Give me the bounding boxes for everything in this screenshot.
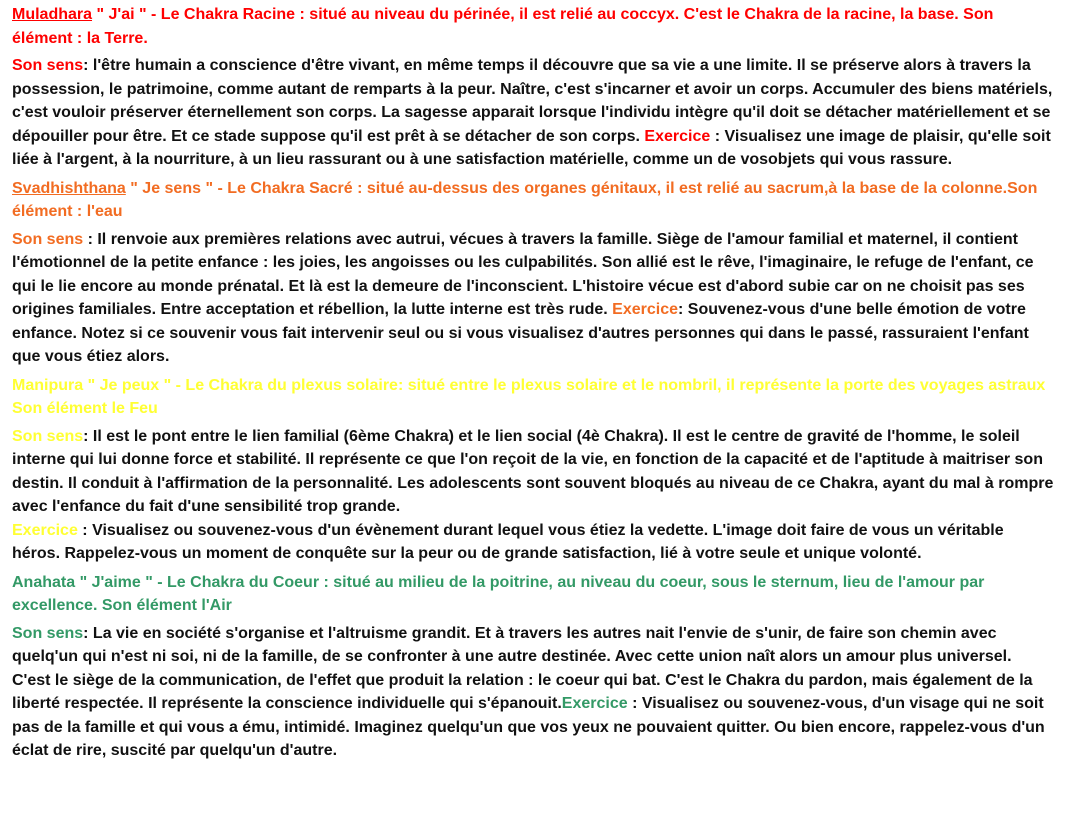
svadhishthana-heading-text: " Je sens " - Le Chakra Sacré : situé au-dessus des organes génitaux, il est relié au sacrum,à la base de la colonne.Son élément : l'eau [12,179,1038,220]
muladhara-heading-text: " J'ai " - Le Chakra Racine : situé au niveau du périnée, il est relié au coccyx. C'est le Chakra de la racine, la base. Son élément : la Terre. [12,6,994,47]
muladhara-exercice-text: : Visualisez une image de plaisir, qu'elle soit liée à l'argent, à la nourriture, à un lieu rassurant ou à une satisfaction matérielle, comme un de vosobjets qui vous rassure. [12,127,1051,168]
svadhishthana-paragraph [12,228,1054,369]
anahata-sens-label: Son sens [12,624,84,642]
muladhara-exercice-label: Exercice [644,127,711,145]
svadhishthana-sens-text: : Il renvoie aux premières relations avec autrui, vécues à travers la famille. Siège de l'amour familial et maternel, il contient l'émotionnel de la petite enfance : les joies, les angoisses ou les culpabilités. Son allié est le rêve, l'imaginaire, le refuge de l'enfant, ce qui le lie encore au monde prénatal. Et là est la demeure de l'inconscient. L'histoire vécue est d'abord subie car on ne choisit pas ses origines familiales. Entre acceptation et rébellion, la lutte interne est très rude. [12,230,1034,318]
muladhara-paragraph [12,54,1054,172]
manipura-exercice-label: Exercice [12,521,78,539]
svadhishthana-heading [12,177,1054,224]
svadhishthana-sens-label: Son sens [12,230,84,248]
muladhara-heading [12,3,1054,50]
anahata-paragraph [12,622,1054,763]
manipura-sens-label: Son sens [12,427,84,445]
anahata-sens-text: : La vie en société s'organise et l'altruisme grandit. Et à travers les autres nait l'envie de s'unir, de faire son chemin avec quelq'un qui n'est ni soi, ni de la famille, de se confronter à une autre destinée. Avec cette union naît alors un amour plus universel. C'est le siège de la communication, de l'effet que produit la relation : le coeur qui bat. C'est le Chakra du pardon, mais également de la liberté respectée. Il représente la conscience individuelle qui s'épanouit. [12,624,1033,712]
svadhishthana-name: Svadhishthana [12,179,126,197]
manipura-exercice-text: : Visualisez ou souvenez-vous d'un évènement durant lequel vous étiez la vedette. L'image doit faire de vous un véritable héros. Rappelez-vous un moment de conquête sur la peur ou de grande satisfaction, lié à votre seule et unique volonté. [12,521,1004,562]
muladhara-sens-text: : l'être humain a conscience d'être vivant, en même temps il découvre que sa vie a une limite. Il se préserve alors à travers la possession, le patrimoine, comme autant de remparts à la peur. Naître, c'est s'incarner et avoir un corps. Accumuler des biens matériels, c'est vouloir préserver éternellement son corps. La sagesse apparait lorsque l'individu intègre qu'il doit se détacher matériellement et se dépouiller pour être. Et ce stade suppose qu'il est prêt à se détacher de son corps. [12,57,1053,145]
svadhishthana-exercice-text: : Souvenez-vous d'une belle émotion de votre enfance. Notez si ce souvenir vous fait intervenir seul ou si vous visualisez d'autres personnes qui dans le passé, rassuraient l'enfant que vous étiez alors. [12,301,1029,365]
anahata-exercice-text: : Visualisez ou souvenez-vous, d'un visage qui ne soit pas de la famille et qui vous a ému, intimidé. Imaginez quelqu'un que vos yeux ne pouvaient quitter. Ou bien encore, rappelez-vous d'un éclat de rire, suscité par quelqu'un d'autre. [12,695,1045,759]
manipura-paragraph [12,425,1054,566]
svadhishthana-exercice-label: Exercice [612,301,679,318]
manipura-heading: Manipura " Je peux " - Le Chakra du plexus solaire: situé entre le plexus solaire et le nombril, il représente la porte des voyages astraux Son élément le Feu [12,376,1046,417]
anahata-heading: Anahata " J'aime " - Le Chakra du Coeur : situé au milieu de la poitrine, au niveau du coeur, sous le sternum, lieu de l'amour par excellence. Son élément l'Air [12,573,985,614]
muladhara-name: Muladhara [12,6,93,23]
muladhara-sens-label: Son sens [12,57,84,74]
anahata-exercice-label: Exercice [561,695,628,712]
manipura-sens-text: : Il est le pont entre le lien familial (6ème Chakra) et le lien social (4è Chakra). Il est le centre de gravité de l'homme, le soleil interne qui lui donne force et stabilité. Il représente ce que l'on reçoit de la vie, en fonction de la capacité et de l'aptitude à maitriser son destin. Il conduit à l'affirmation de la personnalité. Les adolescents sont souvent bloqués au niveau de ce Chakra, ayant du mal à rompre avec l'enfance du fait d'une sensibilité trop grande. [12,427,1054,515]
